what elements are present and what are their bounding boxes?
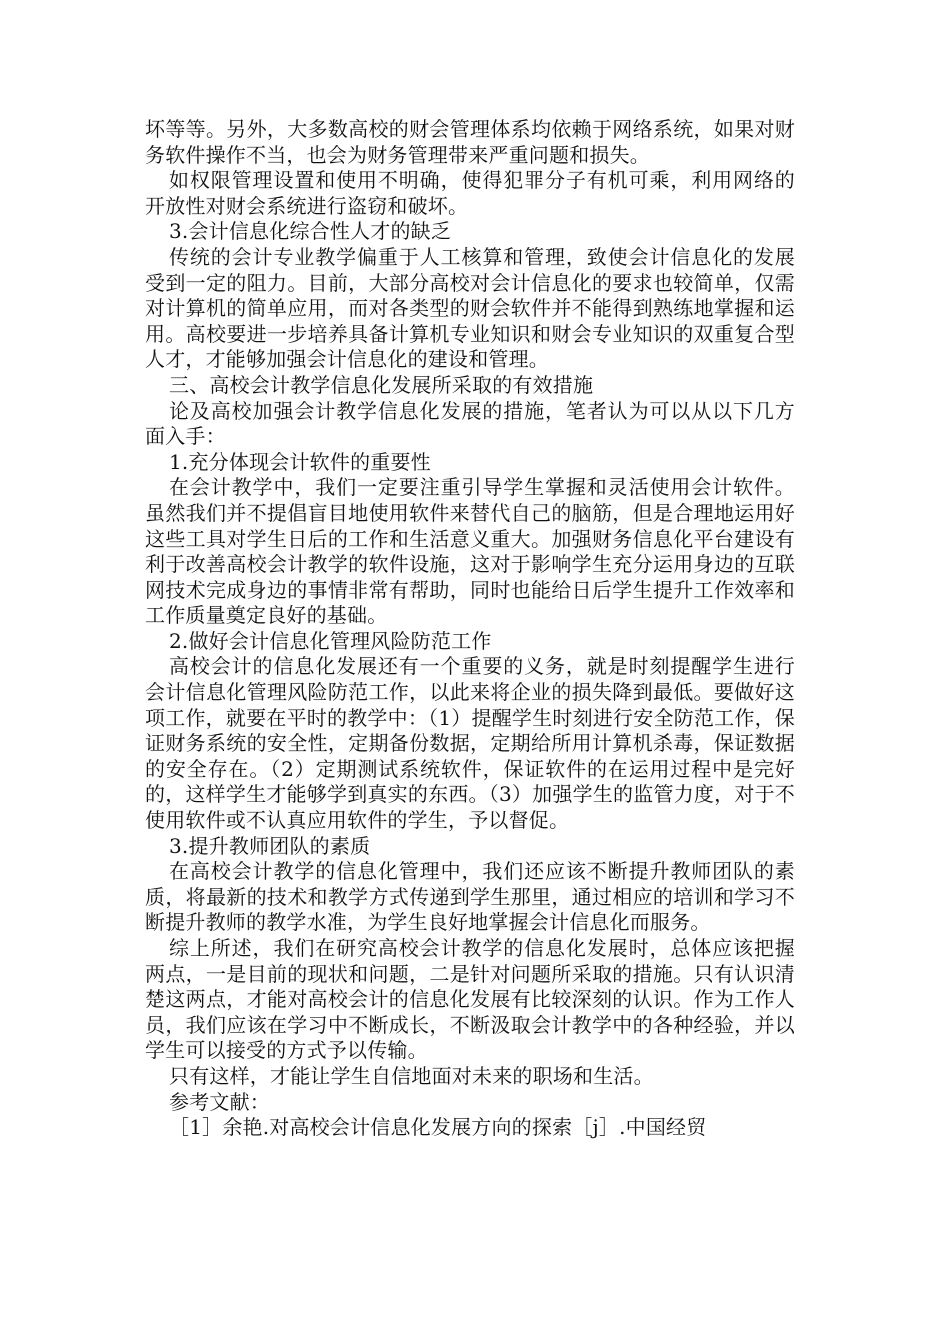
reference-item: ［1］余艳.对高校会计信息化发展方向的探索［j］.中国经贸 <box>169 1115 707 1140</box>
section-heading: 3.提升教师团队的素质 <box>169 833 371 858</box>
references-heading: 参考文献： <box>169 1089 270 1114</box>
paragraph: 论及高校加强会计教学信息化发展的措施，笔者认为可以从以下几方面入手： <box>145 398 795 449</box>
article-body <box>145 117 795 1141</box>
paragraph: 高校会计的信息化发展还有一个重要的义务，就是时刻提醒学生进行会计信息化管理风险防范工作，以此来将企业的损失降到最低。要做好这项工作，就要在平时的教学中：（1）提醒学生时刻进行安全防范工作，保证财务系统的安全性，定期备份数据，定期给所用计算机杀毒，保证数据的安全存在。（2）定期测试系统软件，保证软件的在运用过程中是完好的，这样学生才能够学到真实的东西。（3）加强学生的监管力度，对于不使用软件或不认真应用软件的学生，予以督促。 <box>145 654 795 833</box>
paragraph: 在会计教学中，我们一定要注重引导学生掌握和灵活使用会计软件。虽然我们并不提倡盲目地使用软件来替代自己的脑筋，但是合理地运用好这些工具对学生日后的工作和生活意义重大。加强财务信息化平台建设有利于改善高校会计教学的软件设施，这对于影响学生充分运用身边的互联网技术完成身边的事情非常有帮助，同时也能给日后学生提升工作效率和工作质量奠定良好的基础。 <box>145 475 795 628</box>
section-heading: 2.做好会计信息化管理风险防范工作 <box>169 628 492 653</box>
section-heading: 1.充分体现会计软件的重要性 <box>169 449 431 474</box>
paragraph: 只有这样，才能让学生自信地面对未来的职场和生活。 <box>169 1063 654 1088</box>
paragraph: 综上所述，我们在研究高校会计教学的信息化发展时，总体应该把握两点，一是目前的现状和问题，二是针对问题所采取的措施。只有认识清楚这两点，才能对高校会计的信息化发展有比较深刻的认识。作为工作人员，我们应该在学习中不断成长，不断汲取会计教学中的各种经验，并以学生可以接受的方式予以传输。 <box>145 936 795 1063</box>
paragraph: 坏等等。另外，大多数高校的财会管理体系均依赖于网络系统，如果对财务软件操作不当，也会为财务管理带来严重问题和损失。 <box>145 117 795 167</box>
section-heading: 3.会计信息化综合性人才的缺乏 <box>169 219 452 244</box>
section-heading: 三、高校会计教学信息化发展所采取的有效措施 <box>169 372 594 397</box>
paragraph: 传统的会计专业教学偏重于人工核算和管理，致使会计信息化的发展受到一定的阻力。目前，大部分高校对会计信息化的要求也较简单，仅需对计算机的简单应用，而对各类型的财会软件并不能得到熟练地掌握和运用。高校要进一步培养具备计算机专业知识和财会专业知识的双重复合型人才，才能够加强会计信息化的建设和管理。 <box>145 244 795 372</box>
paragraph: 在高校会计教学的信息化管理中，我们还应该不断提升教师团队的素质，将最新的技术和教学方式传递到学生那里，通过相应的培训和学习不断提升教师的教学水准，为学生良好地掌握会计信息化而服务。 <box>145 859 795 935</box>
paragraph: 如权限管理设置和使用不明确，使得犯罪分子有机可乘，利用网络的开放性对财会系统进行盗窃和破坏。 <box>145 168 795 218</box>
